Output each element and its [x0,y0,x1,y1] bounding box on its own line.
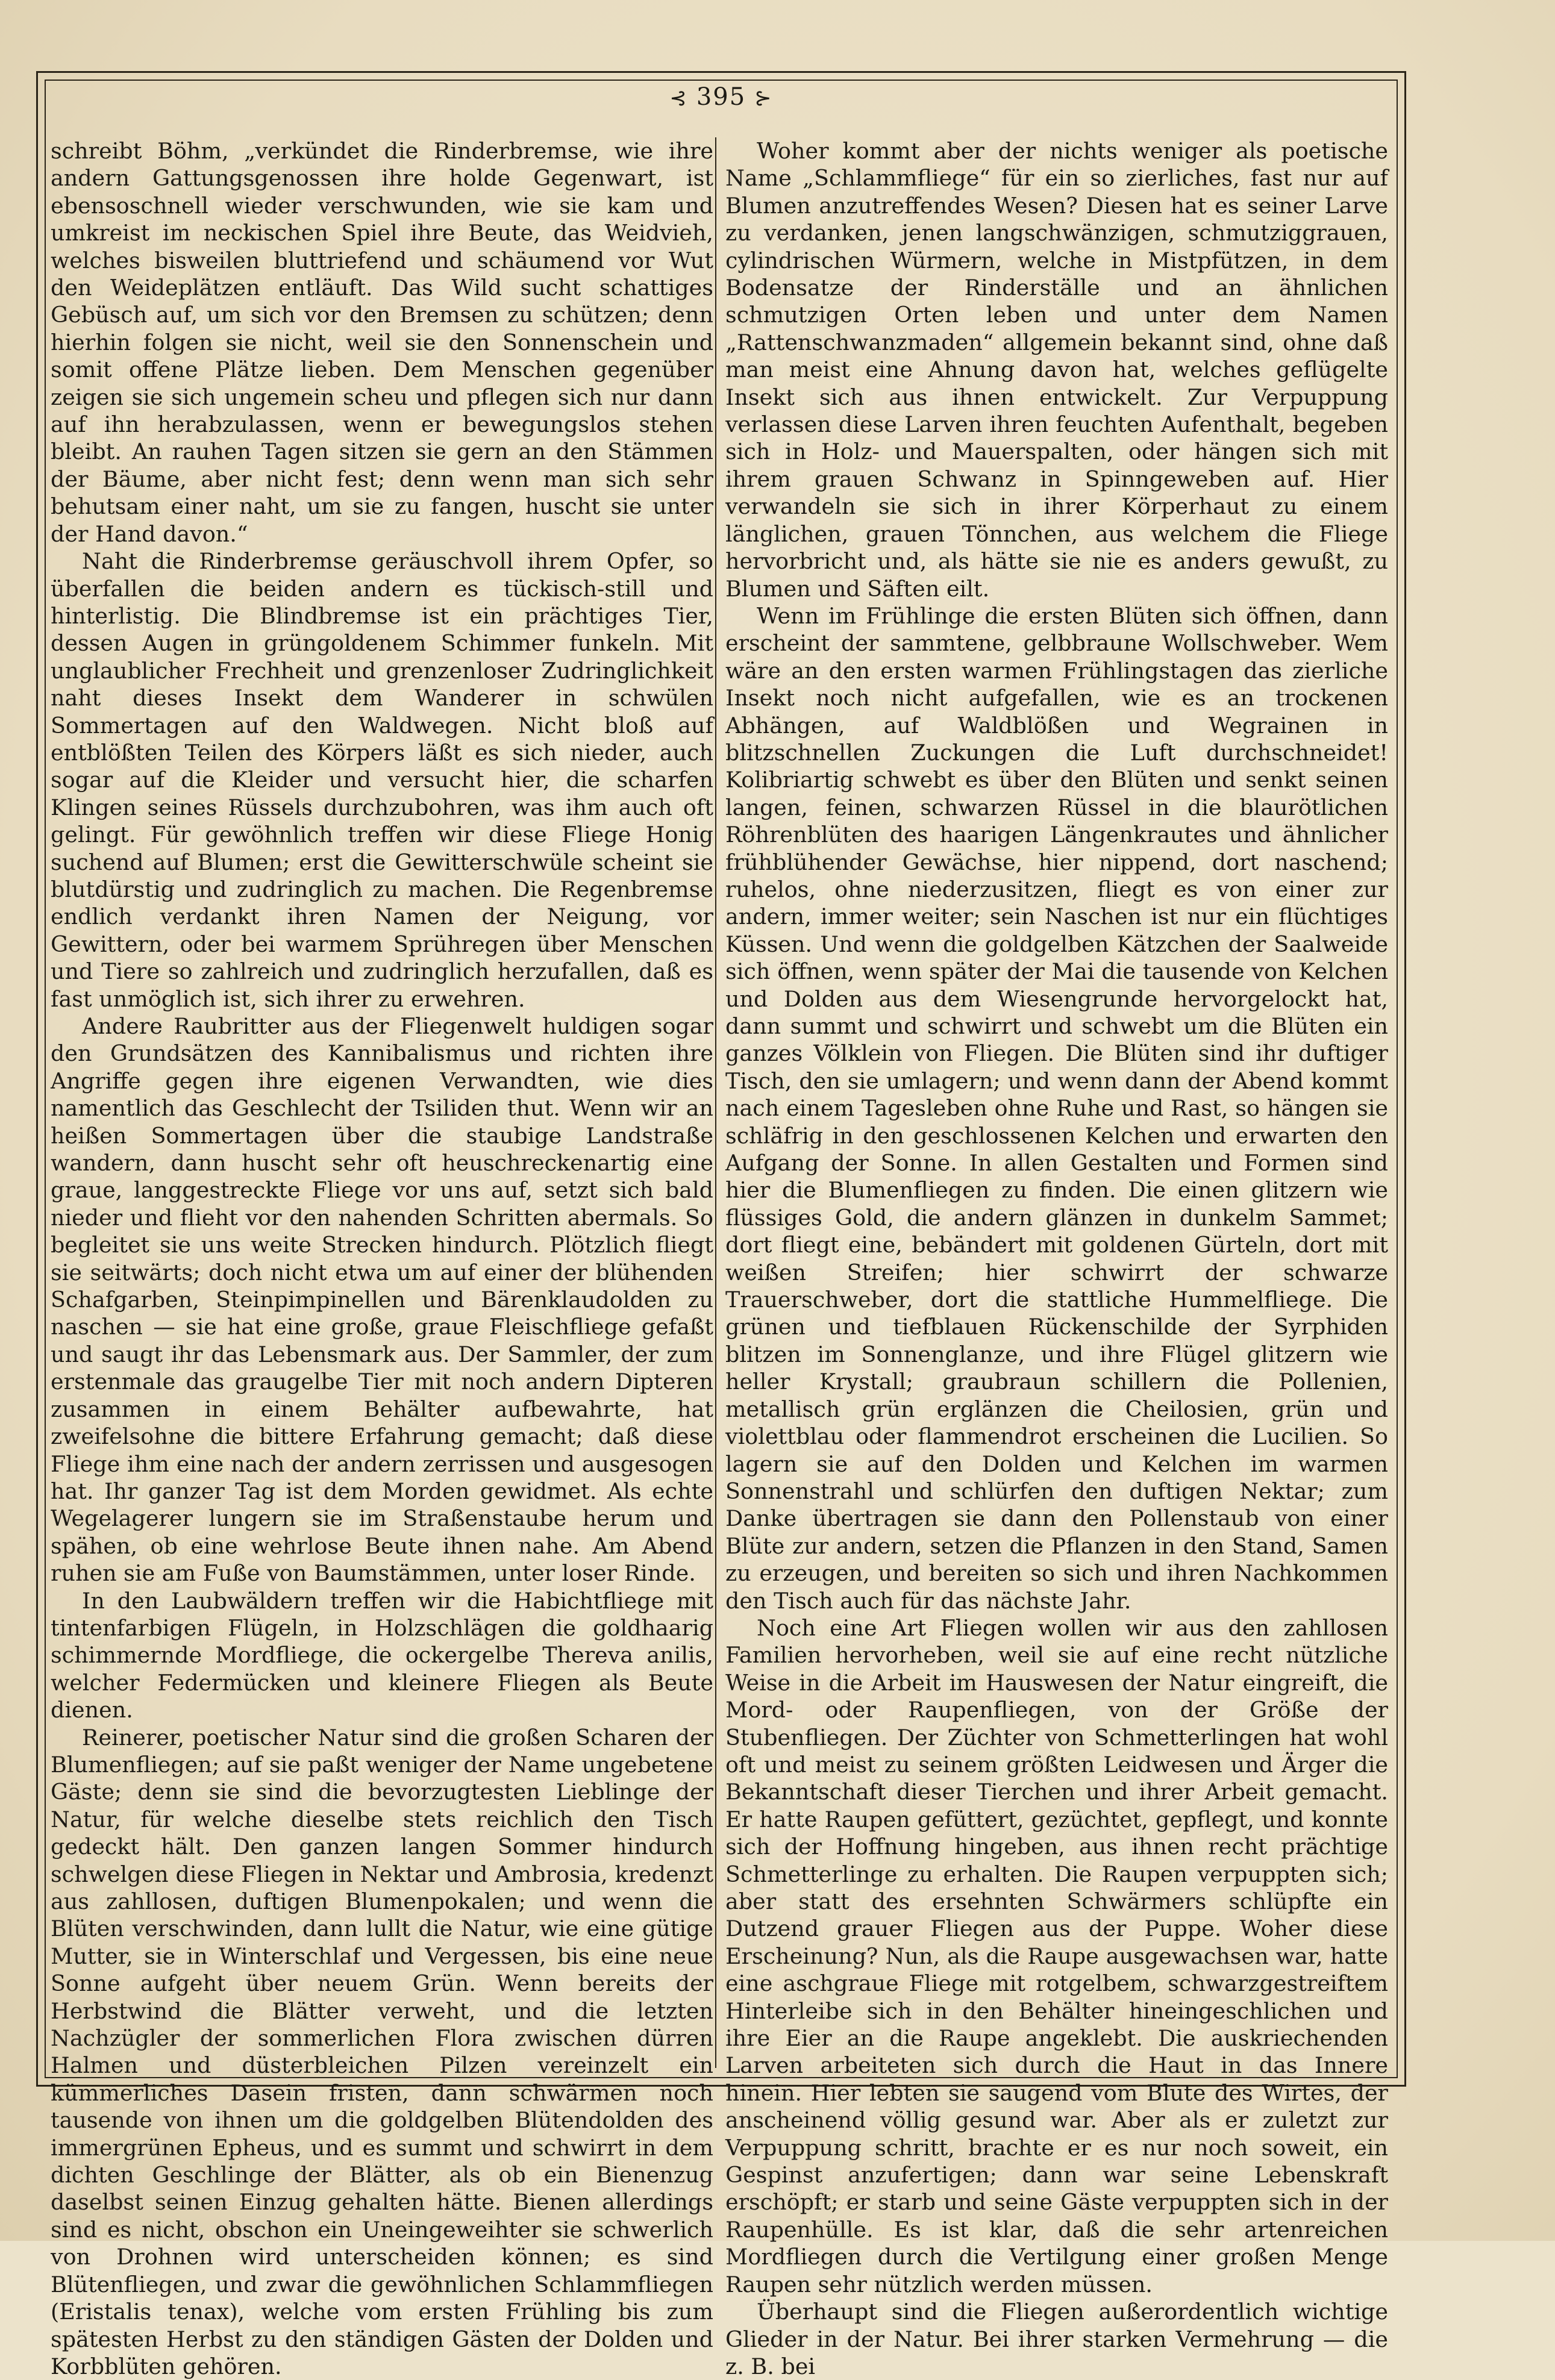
ornament-left: ⊰ [669,86,688,110]
paragraph: Naht die Rinderbremse geräuschvoll ihrem Opfer, so überfallen die beiden andern es tückisch-still und hinterlistig. Die Blindbremse ist ein prächtiges Tier, dessen Augen in grüngoldenem Schimmer funkeln. Mit unglaublicher Frechheit und grenzenloser Zudringlichkeit naht dieses Insekt dem Wanderer in schwülen Sommertagen auf den Waldwegen. Nicht bloß auf entblößten Teilen des Körpers läßt es sich nieder, auch sogar auf die Kleider und versucht hier, die scharfen Klingen seines Rüssels durchzubohren, was ihm auch oft gelingt. Für gewöhnlich treffen wir diese Fliege Honig suchend auf Blumen; erst die Gewitterschwüle scheint sie blutdürstig und zudringlich zu machen. Die Regenbremse endlich verdankt ihren Namen der Neigung, vor Gewittern, oder bei warmem Sprühregen über Menschen und Tiere so zahlreich und zudringlich herzufallen, daß es fast unmöglich ist, sich ihrer zu erwehren. [51,548,713,1012]
paragraph: Überhaupt sind die Fliegen außerordentlich wichtige Glieder in der Natur. Bei ihrer starken Vermehrung — die z. B. bei [725,2299,1388,2379]
page-header [0,83,1442,111]
paragraph: Noch eine Art Fliegen wollen wir aus den zahllosen Familien hervorheben, weil sie auf eine recht nützliche Weise in die Arbeit im Hauswesen der Natur eingreift, die Mord- oder Raupenfliegen, von der Größe der Stubenfliegen. Der Züchter von Schmetterlingen hat wohl oft und meist zu seinem größten Leidwesen und Ärger die Bekanntschaft dieser Tierchen und ihrer Arbeit gemacht. Er hatte Raupen gefüttert, gezüchtet, gepflegt, und konnte sich der Hoffnung hingeben, aus ihnen recht prächtige Schmetterlinge zu erhalten. Die Raupen verpuppten sich; aber statt des ersehnten Schwärmers schlüpfte ein Dutzend grauer Fliegen aus der Puppe. Woher diese Erscheinung? Nun, als die Raupe ausgewachsen war, hatte eine aschgraue Fliege mit rotgelbem, schwarzgestreiftem Hinterleibe sich in den Behälter hineingeschlichen und ihre Eier an die Raupe angeklebt. Die auskriechenden Larven arbeiteten sich durch die Haut in das Innere hinein. Hier lebten sie saugend vom Blute des Wirtes, der anscheinend völlig gesund war. Aber als er zuletzt zur Verpuppung schritt, brachte er es nur noch soweit, ein Gespinst anzufertigen; dann war seine Lebenskraft erschöpft; er starb und seine Gäste verpuppten sich in der Raupenhülle. Es ist klar, daß die sehr artenreichen Mordfliegen durch die Vertilgung einer großen Menge Raupen sehr nützlich werden müssen. [725,1614,1388,2297]
page-number: 395 [696,83,746,111]
paragraph: schreibt Böhm, „verkündet die Rinderbremse, wie ihre andern Gattungsgenossen ihre holde Gegenwart, ist ebensoschnell wieder verschwunden, wie sie kam und umkreist im neckischen Spiel ihre Beute, das Weidvieh, welches bisweilen bluttriefend und schäumend vor Wut den Weideplätzen entläuft. Das Wild sucht schattiges Gebüsch auf, um sich vor den Bremsen zu schützen; denn hierhin folgen sie nicht, weil sie den Sonnenschein und somit offene Plätze lieben. Dem Menschen gegenüber zeigen sie sich ungemein scheu und pflegen sich nur dann auf ihn herabzulassen, wenn er bewegungslos stehen bleibt. An rauhen Tagen sitzen sie gern an den Stämmen der Bäume, aber nicht fest; denn wenn man sich sehr behutsam einer naht, um sie zu fangen, huscht sie unter der Hand davon.“ [51,138,713,547]
paragraph: Wenn im Frühlinge die ersten Blüten sich öffnen, dann erscheint der sammtene, gelbbraune Wollschweber. Wem wäre an den ersten warmen Frühlingstagen das zierliche Insekt noch nicht aufgefallen, wie es an trockenen Abhängen, auf Waldblößen und Wegrainen in blitzschnellen Zuckungen die Luft durchschneidet! Kolibriartig schwebt es über den Blüten und senkt seinen langen, feinen, schwarzen Rüssel in die blaurötlichen Röhrenblüten des haarigen Längenkrautes und ähnlicher frühblühender Gewächse, hier nippend, dort naschend; ruhelos, ohne niederzusitzen, fliegt es von einer zur andern, immer weiter; sein Naschen ist nur ein flüchtiges Küssen. Und wenn die goldgelben Kätzchen der Saalweide sich öffnen, wenn später der Mai die tausende von Kelchen und Dolden aus dem Wiesengrunde hervorgelockt hat, dann summt und schwirrt und schwebt um die Blüten ein ganzes Völklein von Fliegen. Die Blüten sind ihr duftiger Tisch, den sie umlagern; und wenn dann der Abend kommt nach einem Tagesleben ohne Ruhe und Rast, so hängen sie schläfrig in den geschlossenen Kelchen und erwarten den Aufgang der Sonne. In allen Gestalten und Formen sind hier die Blumenfliegen zu finden. Die einen glitzern wie flüssiges Gold, die andern glänzen in dunkelm Sammet; dort fliegt eine, bebändert mit goldenen Gürteln, dort mit weißen Streifen; hier schwirrt der schwarze Trauerschweber, dort die stattliche Hummelfliege. Die grünen und tiefblauen Rückenschilde der Syrphiden blitzen im Sonnenglanze, und ihre Flügel glitzern wie heller Krystall; graubraun schillern die Pollenien, metallisch grün erglänzen die Cheilosien, grün und violettblau oder flammendrot erscheinen die Lucilien. So lagern sie auf den Dolden und Kelchen im warmen Sonnenstrahl und schlürfen den duftigen Nektar; zum Danke übertragen sie dann den Pollenstaub von einer Blüte zur andern, setzen die Pflanzen in den Stand, Samen zu erzeugen, und bereiten so sich und ihren Nachkommen den Tisch auch für das nächste Jahr. [725,602,1388,1614]
column-divider [715,137,716,2068]
ornament-right: ⊱ [754,86,773,110]
left-column [51,137,713,2379]
paragraph: Woher kommt aber der nichts weniger als poetische Name „Schlammfliege“ für ein so zierliches, fast nur auf Blumen anzutreffendes Wesen? Diesen hat es seiner Larve zu verdanken, jenen langschwänzigen, schmutziggrauen, cylindrischen Würmern, welche in Mistpfützen, in dem Bodensatze der Rinderställe und an ähnlichen schmutzigen Orten leben und unter dem Namen „Rattenschwanzmaden“ allgemein bekannt sind, ohne daß man meist eine Ahnung davon hat, welches geflügelte Insekt sich aus ihnen entwickelt. Zur Verpuppung verlassen diese Larven ihren feuchten Aufenthalt, begeben sich in Holz- und Mauerspalten, oder hängen sich mit ihrem grauen Schwanz in Spinngeweben auf. Hier verwandeln sie sich in ihrer Körperhaut zu einem länglichen, grauen Tönnchen, aus welchem die Fliege hervorbricht und, als hätte sie nie es anders gewußt, zu Blumen und Säften eilt. [725,138,1388,602]
paragraph: Andere Raubritter aus der Fliegenwelt huldigen sogar den Grundsätzen des Kannibalismus und richten ihre Angriffe gegen ihre eigenen Verwandten, wie dies namentlich das Geschlecht der Tsiliden thut. Wenn wir an heißen Sommertagen über die staubige Landstraße wandern, dann huscht sehr oft heuschreckenartig eine graue, langgestreckte Fliege vor uns auf, setzt sich bald nieder und flieht vor den nahenden Schritten abermals. So begleitet sie uns weite Strecken hindurch. Plötzlich fliegt sie seitwärts; doch nicht etwa um auf einer der blühenden Schafgarben, Steinpimpinellen und Bärenklaudolden zu naschen — sie hat eine große, graue Fleischfliege gefaßt und saugt ihr das Lebensmark aus. Der Sammler, der zum erstenmale das graugelbe Tier mit noch andern Dipteren zusammen in einem Behälter aufbewahrte, hat zweifelsohne die bittere Erfahrung gemacht; daß diese Fliege ihm eine nach der andern zerrissen und ausgesogen hat. Ihr ganzer Tag ist dem Morden gewidmet. Als echte Wegelagerer lungern sie im Straßenstaube herum und spähen, ob eine wehrlose Beute ihnen nahe. Am Abend ruhen sie am Fuße von Baumstämmen, unter loser Rinde. [51,1013,713,1587]
paragraph: In den Laubwäldern treffen wir die Habichtfliege mit tintenfarbigen Flügeln, in Holzschlägen die goldhaarig schimmernde Mordfliege, die ockergelbe Thereva anilis, welcher Federmücken und kleinere Fliegen als Beute dienen. [51,1587,713,1723]
paragraph: Reinerer, poetischer Natur sind die großen Scharen der Blumenfliegen; auf sie paßt weniger der Name ungebetene Gäste; denn sie sind die bevorzugtesten Lieblinge der Natur, für welche dieselbe stets reichlich den Tisch gedeckt hält. Den ganzen langen Sommer hindurch schwelgen diese Fliegen in Nektar und Ambrosia, kredenzt aus zahllosen, duftigen Blumenpokalen; und wenn die Blüten verschwinden, dann lullt die Natur, wie eine gütige Mutter, sie in Winterschlaf und Vergessen, bis eine neue Sonne aufgeht über neuem Grün. Wenn bereits der Herbstwind die Blätter verweht, und die letzten Nachzügler der sommerlichen Flora zwischen dürren Halmen und düsterbleichen Pilzen vereinzelt ein kümmerliches Dasein fristen, dann schwärmen noch tausende von ihnen um die goldgelben Blütendolden des immergrünen Epheus, und es summt und schwirrt in dem dichten Geschlinge der Blätter, als ob ein Bienenzug daselbst seinen Einzug gehalten hätte. Bienen allerdings sind es nicht, obschon ein Uneingeweihter sie schwerlich von Drohnen wird unterscheiden können; es sind Blütenfliegen, und zwar die gewöhnlichen Schlammfliegen (Eristalis tenax), welche vom ersten Frühling bis zum spätesten Herbst zu den ständigen Gästen der Dolden und Korbblüten gehören. [51,1724,713,2379]
right-column [725,137,1388,2379]
